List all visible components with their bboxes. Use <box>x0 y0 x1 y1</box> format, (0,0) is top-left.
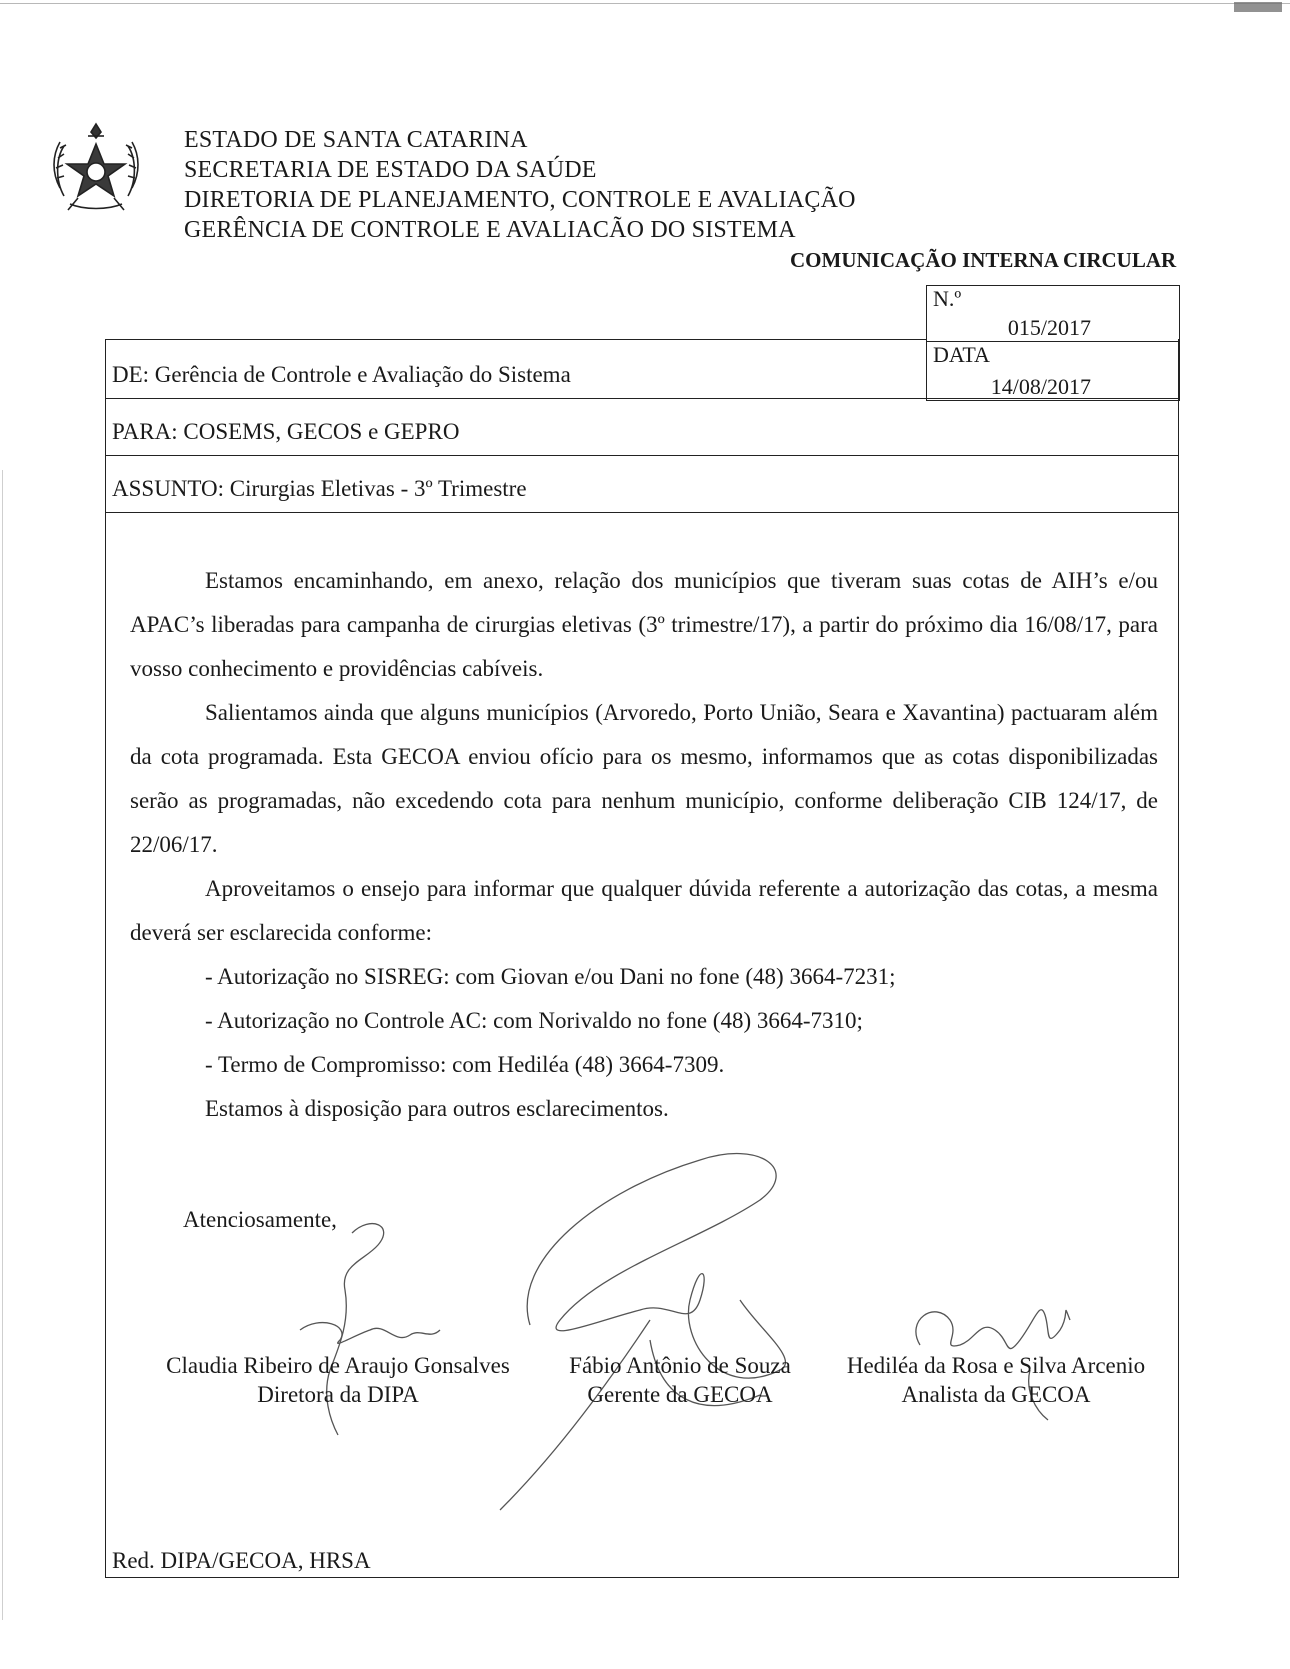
contact-item-sisreg: - Autorização no SISREG: com Giovan e/ou Dani no fone (48) 3664-7231; <box>205 964 896 989</box>
signatory-fabio-role: Gerente da GECOA <box>587 1382 773 1407</box>
signatory-hedilea-role: Analista da GECOA <box>901 1382 1091 1407</box>
paragraph-forwarding: Estamos encaminhando, em anexo, relação dos municípios que tiveram suas cotas de AIH’s e/ou APAC’s liberadas para campanha de cirurgias eletivas (3º trimestre/17), a partir do próximo dia 16/08/17, para vosso conhecimento e providências cabíveis. <box>130 568 1158 681</box>
document-type: COMUNICAÇÃO INTERNA CIRCULAR <box>790 248 1177 272</box>
field-from: DE: Gerência de Controle e Avaliação do Sistema <box>112 362 571 387</box>
signatory-claudia-name: Claudia Ribeiro de Araujo Gonsalves <box>166 1353 510 1378</box>
document-number-value: 015/2017 <box>1007 315 1091 340</box>
institution-header <box>184 125 856 245</box>
header-line-secretariat: SECRETARIA DE ESTADO DA SAÚDE <box>184 157 597 183</box>
scan-top-line <box>0 3 1290 4</box>
divider-para <box>105 455 1179 456</box>
field-to: PARA: COSEMS, GECOS e GEPRO <box>112 419 460 444</box>
header-line-state: ESTADO DE SANTA CATARINA <box>184 127 528 153</box>
paragraph-municipalities: Salientamos ainda que alguns municípios (Arvoredo, Porto União, Seara e Xavantina) pactuaram além da cota programada. Esta GECOA enviou ofício para os mesmo, informamos que as cotas disponibilizadas serão as programadas, não excedendo cota para nenhum município, conforme deliberação CIB 124/17, de 22/06/17. <box>130 700 1158 857</box>
drafted-by-reference: Red. DIPA/GECOA, HRSA <box>112 1548 371 1573</box>
document-number-box <box>926 285 1180 341</box>
signatory-hedilea <box>826 1351 1166 1409</box>
paragraph-availability: Estamos à disposição para outros esclarecimentos. <box>205 1096 669 1121</box>
contact-item-controle-ac: - Autorização no Controle AC: com Norivaldo no fone (48) 3664-7310; <box>205 1008 863 1033</box>
signatory-fabio <box>550 1351 810 1409</box>
field-subject: ASSUNTO: Cirurgias Eletivas - 3º Trimestre <box>112 476 527 501</box>
signatory-fabio-name: Fábio Antônio de Souza <box>569 1353 791 1378</box>
state-coat-of-arms-icon <box>50 118 142 218</box>
header-line-management: GERÊNCIA DE CONTROLE E AVALIACÃO DO SISTEMA <box>184 217 796 243</box>
scan-left-edge <box>2 470 3 1620</box>
document-date-value: 14/08/2017 <box>990 374 1091 399</box>
divider-de <box>105 398 1179 399</box>
signatory-claudia-role: Diretora da DIPA <box>257 1382 419 1407</box>
signatory-hedilea-name: Hediléa da Rosa e Silva Arcenio <box>846 1353 1146 1378</box>
signatory-claudia <box>148 1351 528 1409</box>
paragraph-questions: Aproveitamos o ensejo para informar que qualquer dúvida referente a autorização das cotas, a mesma deverá ser esclarecida conforme: <box>130 876 1158 945</box>
document-number-label: N.º <box>933 286 962 311</box>
divider-assunto <box>105 512 1179 513</box>
header-line-directorate: DIRETORIA DE PLANEJAMENTO, CONTROLE E AVALIAÇÃO <box>184 187 856 213</box>
message-body <box>130 559 1158 1131</box>
closing-salutation: Atenciosamente, <box>183 1207 337 1232</box>
contact-item-termo: - Termo de Compromisso: com Hediléa (48) 3664-7309. <box>205 1052 725 1077</box>
scan-smudge <box>1234 2 1282 12</box>
document-date-label: DATA <box>933 342 990 367</box>
